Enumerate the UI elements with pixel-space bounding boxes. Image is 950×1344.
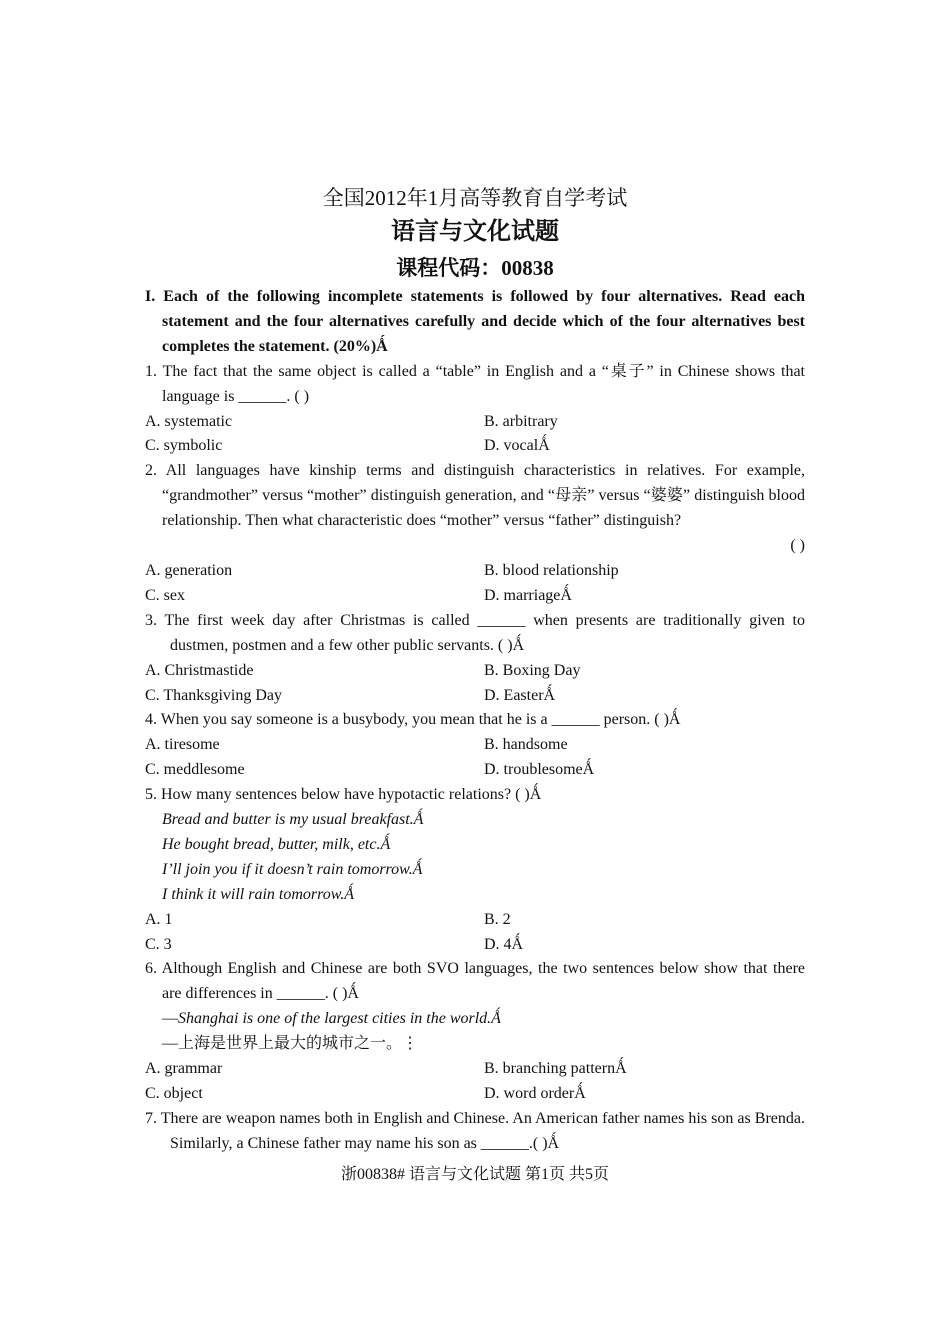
example-sentence: I think it will rain tomorrow.Ǻ bbox=[162, 885, 355, 903]
option-d: D. marriageǺ bbox=[484, 586, 572, 604]
exam-page bbox=[145, 183, 805, 1157]
question-6: 6. Although English and Chinese are both SVO languages, the two sentences below show that there are differences in ______. ( )Ǻ bbox=[145, 960, 805, 1003]
example-text: Shanghai is one of the largest cities in the world.Ǻ bbox=[178, 1010, 501, 1028]
question-1: 1. The fact that the same object is called a “table” in English and a “桌子” in Chinese shows that language is ______. ( ) bbox=[145, 362, 805, 405]
example-sentence-en bbox=[145, 1007, 805, 1032]
answer-bracket: ( ) bbox=[790, 537, 805, 555]
option-b: B. 2 bbox=[484, 910, 511, 928]
exam-header: 全国2012年1月高等教育自学考试 bbox=[322, 186, 628, 210]
dash: — bbox=[162, 1010, 178, 1028]
option-c: C. Thanksgiving Day bbox=[145, 686, 283, 704]
options-row bbox=[145, 908, 805, 933]
exam-title: 语言与文化试题 bbox=[391, 219, 559, 245]
options-row bbox=[145, 410, 805, 435]
option-a: A. Christmastide bbox=[145, 661, 254, 679]
option-d: D. vocalǺ bbox=[484, 437, 550, 455]
options-row bbox=[145, 933, 805, 958]
option-b: B. arbitrary bbox=[484, 412, 558, 430]
option-c: C. symbolic bbox=[145, 437, 223, 455]
options-row bbox=[145, 434, 805, 459]
options-row bbox=[145, 584, 805, 609]
option-d: D. word orderǺ bbox=[484, 1085, 586, 1102]
question-3: 3. The first week day after Christmas is called ______ when presents are traditionally given to dustmen, postmen and a few other public servants. ( )Ǻ bbox=[145, 611, 805, 654]
example-sentence-zh: —上海是世界上最大的城市之一。⋮ bbox=[162, 1035, 419, 1053]
option-a: A. systematic bbox=[145, 412, 233, 430]
option-c: C. meddlesome bbox=[145, 761, 245, 779]
example-sentence: I’ll join you if it doesn’t rain tomorrow.Ǻ bbox=[162, 860, 423, 878]
option-a: A. generation bbox=[145, 561, 233, 579]
option-d: D. EasterǺ bbox=[484, 686, 556, 704]
option-b: B. handsome bbox=[484, 736, 568, 754]
options-row bbox=[145, 1082, 805, 1107]
options-row bbox=[145, 733, 805, 758]
option-b: B. blood relationship bbox=[484, 561, 619, 579]
options-row bbox=[145, 1057, 805, 1082]
option-c: C. sex bbox=[145, 586, 185, 604]
option-c: C. 3 bbox=[145, 935, 172, 953]
example-sentence: Bread and butter is my usual breakfast.Ǻ bbox=[162, 811, 424, 829]
option-d: D. troublesomeǺ bbox=[484, 761, 595, 779]
option-c: C. object bbox=[145, 1085, 203, 1102]
option-b: B. Boxing Day bbox=[484, 661, 581, 679]
option-a: A. grammar bbox=[145, 1060, 223, 1078]
question-4: 4. When you say someone is a busybody, you mean that he is a ______ person. ( )Ǻ bbox=[145, 711, 681, 729]
option-d: D. 4Ǻ bbox=[484, 935, 524, 953]
option-a: A. 1 bbox=[145, 910, 173, 928]
option-b: B. branching patternǺ bbox=[484, 1060, 627, 1078]
options-row bbox=[145, 659, 805, 684]
question-7: 7. There are weapon names both in English and Chinese. An American father names his son as Brenda. Similarly, a Chinese father may name his son as ______.( )Ǻ bbox=[145, 1109, 805, 1152]
course-code: 课程代码：00838 bbox=[396, 256, 554, 280]
options-row bbox=[145, 559, 805, 584]
question-2: 2. All languages have kinship terms and distinguish characteristics in relatives. For example, “grandmother” versus “mother” distinguish generation, and “母亲” versus “婆婆” distinguish blood relationship. Then what characteristic does “mother” versus “father” distinguish? bbox=[145, 462, 805, 530]
section-heading: I. Each of the following incomplete statements is followed by four alternatives. Read each statement and the four alternatives carefully and decide which of the four alternatives best completes the statement. (20%)Ǻ bbox=[145, 288, 805, 355]
page-footer: 浙00838# 语言与文化试题 第1页 共5页 bbox=[340, 1166, 609, 1183]
options-row bbox=[145, 684, 805, 709]
example-sentence: He bought bread, butter, milk, etc.Ǻ bbox=[162, 835, 391, 853]
option-a: A. tiresome bbox=[145, 736, 220, 754]
options-row bbox=[145, 758, 805, 783]
question-5: 5. How many sentences below have hypotactic relations? ( )Ǻ bbox=[145, 786, 542, 804]
